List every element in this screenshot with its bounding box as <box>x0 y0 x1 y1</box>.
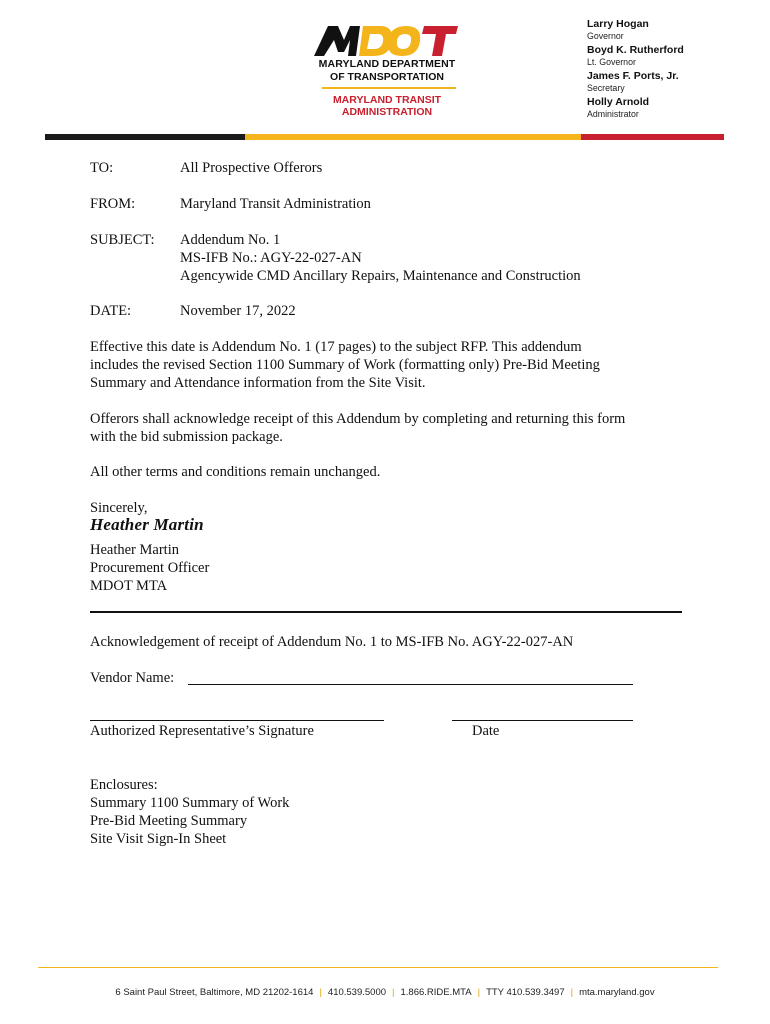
date-field-label: Date <box>472 723 500 739</box>
admin-name-line1: MARYLAND TRANSIT <box>332 94 442 106</box>
official-title: Lt. Governor <box>587 57 636 67</box>
to-label: TO: <box>90 160 114 176</box>
official-name: Boyd K. Rutherford <box>587 44 684 56</box>
official-name: James F. Ports, Jr. <box>587 70 679 82</box>
vendor-name-field[interactable] <box>188 684 633 685</box>
enclosure-item: Summary 1100 Summary of Work <box>90 795 290 811</box>
signature-field[interactable] <box>90 720 384 721</box>
date-field[interactable] <box>452 720 633 721</box>
subject-line: Agencywide CMD Ancillary Repairs, Maintenance and Construction <box>180 268 581 284</box>
body-paragraph-line: with the bid submission package. <box>90 429 283 445</box>
to-value: All Prospective Offerors <box>180 160 323 176</box>
signer-title: Procurement Officer <box>90 560 210 576</box>
acknowledgement-heading: Acknowledgement of receipt of Addendum No. 1 to MS-IFB No. AGY-22-027-AN <box>90 634 574 650</box>
footer-website[interactable]: mta.maryland.gov <box>579 987 655 998</box>
logo-divider <box>322 87 456 89</box>
footer-address: 6 Saint Paul Street, Baltimore, MD 21202-1614 <box>115 987 314 998</box>
footer-phone: 1.866.RIDE.MTA <box>400 987 472 998</box>
official-name: Larry Hogan <box>587 18 649 30</box>
header-bar-gold <box>245 134 581 140</box>
body-paragraph-line: Summary and Attendance information from the Site Visit. <box>90 375 426 391</box>
enclosures-label: Enclosures: <box>90 777 158 793</box>
body-paragraph-line: Effective this date is Addendum No. 1 (17 pages) to the subject RFP. This addendum <box>90 339 582 355</box>
mdot-logo <box>308 22 468 58</box>
footer-separator: | <box>477 987 481 998</box>
footer-tty: TTY 410.539.3497 <box>486 987 565 998</box>
signature-label: Authorized Representative’s Signature <box>90 723 314 739</box>
body-paragraph-line: Offerors shall acknowledge receipt of this Addendum by completing and returning this form <box>90 411 626 427</box>
official-name: Holly Arnold <box>587 96 650 108</box>
signer-name: Heather Martin <box>90 542 179 558</box>
section-divider <box>90 611 682 613</box>
vendor-name-label: Vendor Name: <box>90 670 175 686</box>
body-paragraph: All other terms and conditions remain unchanged. <box>90 464 381 480</box>
enclosure-item: Pre-Bid Meeting Summary <box>90 813 248 829</box>
footer-separator: | <box>570 987 574 998</box>
agency-name-line2: OF TRANSPORTATION <box>330 71 444 83</box>
closing: Sincerely, <box>90 500 148 516</box>
footer-phone: 410.539.5000 <box>327 987 387 998</box>
from-value: Maryland Transit Administration <box>180 196 371 212</box>
header-bar-red <box>581 134 724 140</box>
admin-name-line2: ADMINISTRATION <box>341 106 433 118</box>
subject-line: Addendum No. 1 <box>180 232 281 248</box>
footer-separator: | <box>319 987 322 998</box>
date-label: DATE: <box>90 303 132 319</box>
official-title: Administrator <box>587 109 639 119</box>
signer-org: MDOT MTA <box>90 578 168 594</box>
date-value: November 17, 2022 <box>180 303 296 319</box>
official-title: Governor <box>587 31 624 41</box>
official-title: Secretary <box>587 83 625 93</box>
subject-label: SUBJECT: <box>90 232 155 248</box>
subject-line: MS-IFB No.: AGY-22-027-AN <box>180 250 362 266</box>
footer <box>0 987 770 998</box>
footer-separator: | <box>392 987 395 998</box>
enclosure-item: Site Visit Sign-In Sheet <box>90 831 227 847</box>
body-paragraph-line: includes the revised Section 1100 Summary of Work (formatting only) Pre-Bid Meeting <box>90 357 600 373</box>
footer-rule <box>38 967 718 968</box>
from-label: FROM: <box>90 196 136 212</box>
agency-name-line1: MARYLAND DEPARTMENT <box>318 58 456 70</box>
signature: Heather Martin <box>90 515 204 534</box>
header-bar-black <box>45 134 245 140</box>
